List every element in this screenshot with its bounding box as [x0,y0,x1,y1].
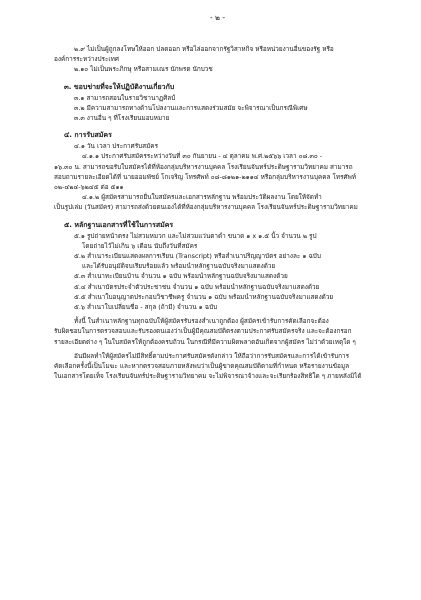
text-line: อันมีผลทำให้ผู้สมัครไม่มีสิทธิ์ตามประกาศรับสมัครดังกล่าว ให้ถือว่าการรับสมัครและการได้เข้ารับการ [74,351,350,360]
text-line: คัดเลือกครั้งนี้เป็นโมฆะ และหากตรวจสอบภายหลังพบว่าเป็นผู้ขาดคุณสมบัติตามที่กำหนด หรือรายงานข้อมูล [54,362,350,371]
list-item: ๓.๓ งานอื่น ๆ ที่โรงเรียนมอบหมาย [74,114,170,123]
text-line: ในเอกสารโดยเท็จ โรงเรียนจันทร์ประดิษฐารามวิทยาคม จะไม่พิจารณาจ้างและจะเรียกร้องสิทธิใด ๆ ภายหลังมิได้ [54,372,362,381]
section-heading: ๓. ขอบข่ายที่จะให้ปฏิบัติงานเกี่ยวกับ [64,82,175,91]
text-line: ๒.๙ ไม่เป็นผู้ถูกลงโทษให้ออก ปลดออก หรือไล่ออกจากรัฐวิสาหกิจ หรือหน่วยงานอื่นของรัฐ หรือ [74,45,334,53]
list-item: ๕.๓ สำเนาทะเบียนบ้าน จำนวน ๑ ฉบับ พร้อมนำหลักฐานฉบับจริงมาแสดงด้วย [74,272,288,281]
list-item: ๕.๖ สำเนาใบเปลี่ยนชื่อ - สกุล (ถ้ามี) จำนวน ๑ ฉบับ [74,303,218,312]
list-item: ๓.๒ มีความสามารถทางด้านโปลงานและการแสดงร่วมสมัย จะพิจารณาเป็นกรณีพิเศษ [74,103,308,112]
section-3 [54,82,381,124]
section-4 [54,130,381,212]
section-heading: ๕. หลักฐานเอกสารที่ใช้ในการสมัคร [64,220,174,229]
paragraph-void [54,351,381,382]
text-line: ๔.๑.๒ ผู้สมัครสามารถยื่นใบสมัครและเอกสารหลักฐาน พร้อมประวัติผลงาน โดยให้จัดทำ [82,193,322,202]
list-item: ๕.๒ สำเนาระเบียนแสดงผลการเรียน (Transcript) หรือสำเนาปริญญาบัตร อย่างละ ๑ ฉบับ [74,252,321,261]
text-line: และได้รับอนุมัติจบเรียบร้อยแล้ว พร้อมนำหลักฐานฉบับจริงมาแสดงด้วย [82,262,276,271]
list-item: ๓.๑ สามารถสอนในรายวิชานาฏศิลป์ [74,93,176,102]
text-line: รับผิดชอบในการตรวจสอบและรับรองตนเองว่าเป็นผู้มีคุณสมบัติตรงตามประกาศรับสมัครจริง และจะต้องกรอก [54,327,352,336]
text-line: ๔.๑ วัน เวลา ประกาศรับสมัคร [74,142,158,151]
text-line: เป็นรูปเล่ม (วันสมัคร) สามารถส่งด้วยตนเองได้ที่ห้องกลุ่มบริหารงานบุคคล โรงเรียนจันทร์ประดิษฐารามวิทยาคม [54,203,358,212]
list-item: ๕.๔ สำเนาบัตรประจำตัวประชาชน จำนวน ๑ ฉบับ พร้อมนำหลักฐานฉบับจริงมาแสดงด้วย [74,282,320,291]
section-5 [54,220,381,313]
text-line: ๑๖.๓๐ น. สามารถขอรับใบสมัครได้ที่ห้องกลุ่มบริหารงานบุคคล โรงเรียนจันทร์ประดิษฐารามวิทยาคม สามารถ [54,162,353,171]
text-line: องค์การระหว่างประเทศ [54,55,119,64]
text-line: ๔.๑.๑ ประกาศรับสมัครระหว่างวันที่ ๓๐ กันยายน - ๔ ตุลาคม พ.ศ.๒๕๖๖ เวลา ๐๘.๓๐ - [82,152,323,161]
page-number: - ๒ - [209,13,226,22]
list-item: ๕.๑ รูปถ่ายหน้าตรง ไม่สวมหมวก และไม่สวมแว่นตาดำ ขนาด ๑ x ๑.๕ นิ้ว จำนวน ๒ รูป [74,231,317,240]
text-line: ๒.๑๐ ไม่เป็นพระภิกษุ หรือสามเณร นักพรต นักบวช [74,65,213,74]
block-top [54,44,381,75]
text-line: รายละเอียดต่าง ๆ ในใบสมัครให้ถูกต้องครบถ้วน ในกรณีที่มีความผิดพลาดอันเกิดจากผู้สมัคร ไม่ว่าด้วยเหตุใด ๆ [54,337,356,346]
list-item: ๕.๕ สำเนาใบอนุญาตประกอบวิชาชีพครู จำนวน ๑ ฉบับ พร้อมนำหลักฐานฉบับจริงมาแสดงด้วย [74,292,334,301]
text-line: สอบถามรายละเอียดได้ที่ นายออมพัชย์ โกเจริญ โทรศัพท์ ๐๘-๘๑๒๑-๒๑๑๔ หรือกลุ่มบริหารงานบุคคล โทรศัพท์ [54,172,357,181]
text-line: ทั้งนี้ ในสำเนาหลักฐานทุกฉบับให้ผู้สมัครรับรองสำเนาถูกต้อง ผู้สมัครเข้ารับการคัดเลือกจะต้อง [74,317,329,326]
section-heading: ๔. การรับสมัคร [64,131,112,140]
paragraph-conditions [54,316,381,347]
text-line: โดยถ่ายไว้ไม่เกิน ๖ เดือน นับถึงวันที่สมัคร [82,241,198,250]
text-line: ๐๒-๔๒๔-๖๒๔๕ ต่อ ๕๑๑ [54,183,124,192]
